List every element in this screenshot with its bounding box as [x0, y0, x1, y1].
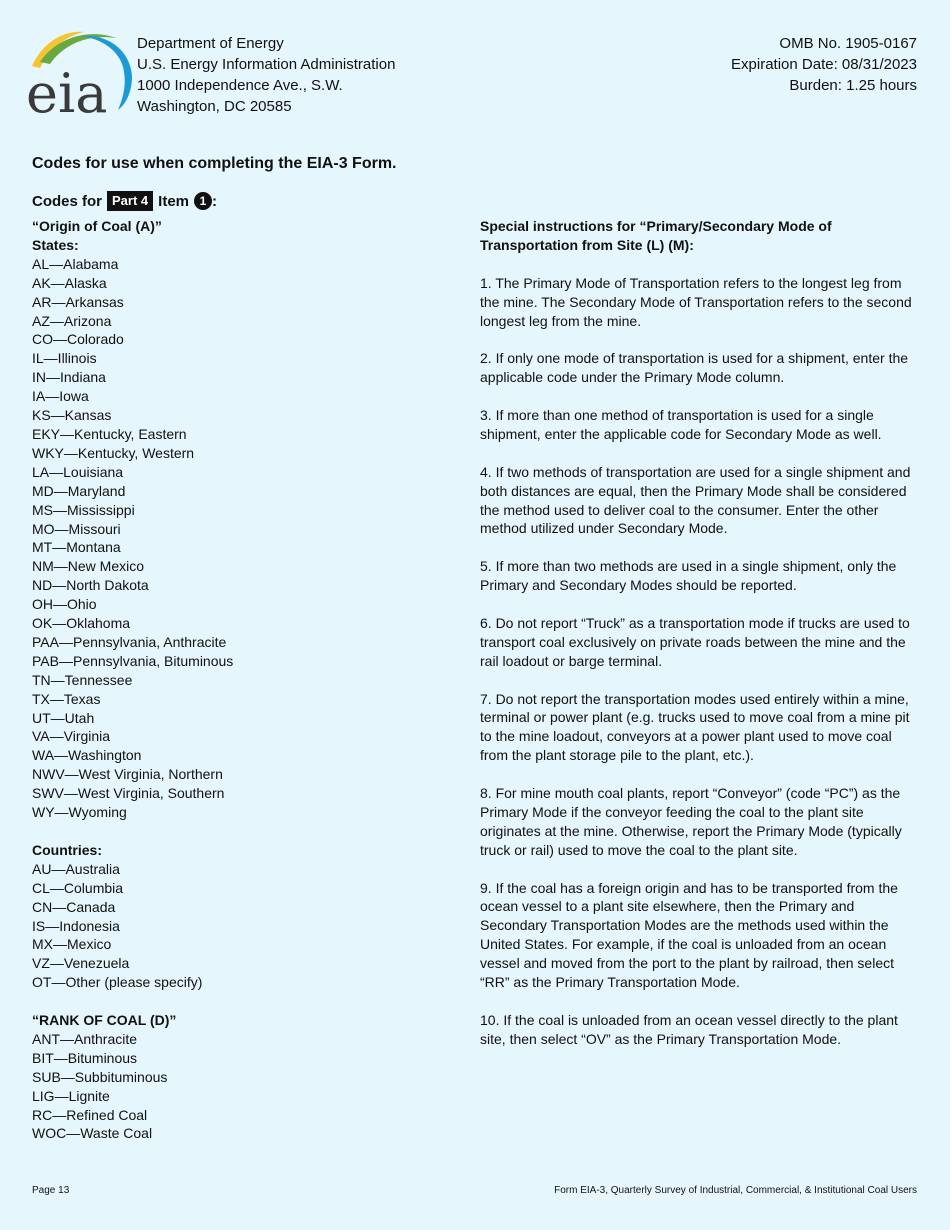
- state-code: OK—Oklahoma: [32, 615, 131, 632]
- instruction-paragraph: 2. If only one mode of transportation is used for a shipment, enter the applicable code under the Primary Mode column.: [480, 350, 909, 386]
- instruction-paragraph: 10. If the coal is unloaded from an ocean vessel directly to the plant site, then select “OV” as the Primary Transportation Mode.: [480, 1011, 898, 1047]
- state-code: UT—Utah: [32, 709, 95, 726]
- rank-code: BIT—Bituminous: [32, 1049, 138, 1066]
- burden: Burden: 1.25 hours: [789, 77, 917, 94]
- instruction-paragraph: 3. If more than one method of transportation is used for a single shipment, enter the applicable code for Secondary Mode as well.: [480, 407, 882, 442]
- omb-number: OMB No. 1905-0167: [779, 35, 917, 52]
- codes-for-prefix: Codes for: [32, 192, 103, 210]
- state-code: AL—Alabama: [32, 255, 119, 272]
- state-code: VA—Virginia: [32, 728, 111, 745]
- rank-code: SUB—Subbituminous: [32, 1068, 168, 1085]
- state-code: TN—Tennessee: [32, 671, 133, 688]
- codes-for-suffix: :: [212, 192, 217, 210]
- state-code: ND—North Dakota: [32, 577, 149, 594]
- item-number-badge: 1: [194, 192, 212, 210]
- eia-logo: [26, 26, 134, 118]
- logo-text: eia: [26, 62, 108, 118]
- state-code: AZ—Arizona: [32, 312, 112, 329]
- codes-list: [32, 217, 432, 1143]
- agency-line: Washington, DC 20585: [137, 98, 292, 115]
- country-code: CN—Canada: [32, 898, 116, 915]
- item-label: Item: [158, 192, 189, 210]
- state-code: WY—Wyoming: [32, 804, 127, 821]
- part-tag: Part 4: [107, 191, 153, 211]
- rank-code: ANT—Anthracite: [32, 1030, 138, 1047]
- states-list: [32, 255, 432, 822]
- instruction-paragraph: 9. If the coal has a foreign origin and has to be transported from the ocean vessel to a plant site elsewhere, then the Primary and Secondary Transportation Modes are the methods used within the United States. For example, if the coal is unloaded from an ocean vessel and moved from the port to the plant by railroad, then select “RR” as the Primary Transportation Mode.: [480, 879, 898, 991]
- state-code: CO—Colorado: [32, 331, 124, 348]
- state-code: MT—Montana: [32, 539, 121, 556]
- countries-heading: Countries:: [32, 841, 102, 858]
- state-code: MD—Maryland: [32, 482, 126, 499]
- country-code: CL—Columbia: [32, 879, 124, 896]
- state-code: MO—Missouri: [32, 520, 121, 537]
- country-code: AU—Australia: [32, 860, 120, 877]
- page-title: Codes for use when completing the EIA-3 Form.: [32, 155, 397, 172]
- state-code: WA—Washington: [32, 747, 142, 764]
- state-code: AR—Arkansas: [32, 293, 124, 310]
- origin-heading: “Origin of Coal (A)”: [32, 218, 162, 234]
- state-code: EKY—Kentucky, Eastern: [32, 425, 187, 442]
- state-code: IL—Illinois: [32, 350, 97, 367]
- instruction-paragraph: 1. The Primary Mode of Transportation refers to the longest leg from the mine. The Secondary Mode of Transportation refers to the second longest leg from the mine.: [480, 274, 912, 329]
- agency-address: [137, 33, 395, 117]
- page-number: Page 13: [32, 1185, 70, 1196]
- instruction-paragraph: 6. Do not report “Truck” as a transportation mode if trucks are used to transport coal exclusively on private roads between the mine and the rail loadout or barge terminal.: [480, 614, 910, 669]
- agency-line: 1000 Independence Ave., S.W.: [137, 77, 343, 94]
- countries-list: [32, 860, 432, 992]
- instructions-heading: Special instructions for “Primary/Secondary Mode of Transportation from Site (L) (M):: [480, 218, 832, 253]
- instruction-paragraph: 4. If two methods of transportation are used for a single shipment and both distances are equal, then the Primary Mode shall be considered the method used to deliver coal to the consumer. Enter the other method utilized under Secondary Mode.: [480, 463, 911, 537]
- state-code: IN—Indiana: [32, 369, 106, 386]
- instructions-list: [480, 274, 920, 1049]
- instruction-paragraph: 8. For mine mouth coal plants, report “Conveyor” (code “PC”) as the Primary Mode if the conveyor feeding the coal to the plant site originates at the mine. Otherwise, report the Primary Mode (typically truck or rail) used to move the coal to the plant site.: [480, 785, 902, 858]
- state-code: NM—New Mexico: [32, 558, 145, 575]
- states-heading: States:: [32, 236, 79, 253]
- state-code: TX—Texas: [32, 690, 101, 707]
- state-code: AK—Alaska: [32, 274, 107, 291]
- rank-heading: “RANK OF COAL (D)”: [32, 1012, 177, 1029]
- state-code: PAA—Pennsylvania, Anthracite: [32, 633, 227, 650]
- expiration-date: Expiration Date: 08/31/2023: [731, 56, 917, 73]
- state-code: WKY—Kentucky, Western: [32, 444, 195, 461]
- state-code: IA—Iowa: [32, 388, 89, 405]
- country-code: OT—Other (please specify): [32, 974, 203, 991]
- state-code: OH—Ohio: [32, 596, 97, 613]
- rank-code: WOC—Waste Coal: [32, 1125, 153, 1142]
- rank-code: RC—Refined Coal: [32, 1106, 148, 1123]
- state-code: KS—Kansas: [32, 407, 112, 424]
- codes-for-heading: [32, 191, 217, 211]
- country-code: MX—Mexico: [32, 936, 112, 953]
- state-code: LA—Louisiana: [32, 463, 124, 480]
- instruction-paragraph: 7. Do not report the transportation modes used entirely within a mine, terminal or power plant (e.g. trucks used to move coal from a mine pit to the mine loadout, conveyors at a power plant used to move coal from the plant storage pile to the plant, etc.).: [480, 690, 910, 764]
- country-code: IS—Indonesia: [32, 917, 120, 934]
- country-code: VZ—Venezuela: [32, 955, 130, 972]
- state-code: PAB—Pennsylvania, Bituminous: [32, 652, 234, 669]
- agency-line: U.S. Energy Information Administration: [137, 56, 396, 73]
- state-code: SWV—West Virginia, Southern: [32, 785, 225, 802]
- state-code: NWV—West Virginia, Northern: [32, 766, 223, 783]
- state-code: MS—Mississippi: [32, 501, 135, 518]
- rank-code: LIG—Lignite: [32, 1087, 110, 1104]
- form-name-footer: Form EIA-3, Quarterly Survey of Industrial, Commercial, & Institutional Coal Users: [554, 1185, 917, 1196]
- agency-line: Department of Energy: [137, 35, 284, 52]
- rank-list: [32, 1030, 432, 1143]
- instruction-paragraph: 5. If more than two methods are used in a single shipment, only the Primary and Secondary Modes should be reported.: [480, 558, 897, 594]
- omb-info: [731, 33, 917, 96]
- special-instructions: [480, 217, 920, 1068]
